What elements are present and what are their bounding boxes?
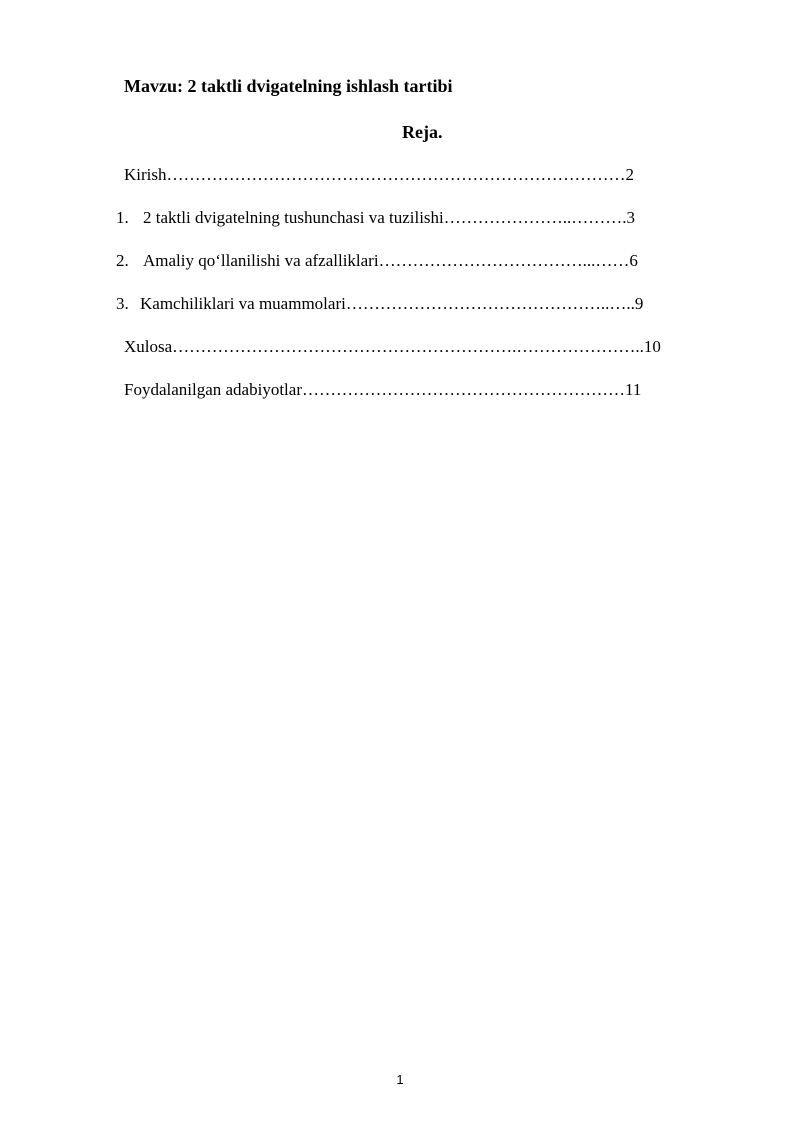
toc-item-text: Kamchiliklari va muammolari………………………………………..…..9 bbox=[140, 294, 644, 313]
document-title: Mavzu: 2 taktli dvigatelning ishlash tartibi bbox=[124, 76, 453, 96]
toc-item-text: Foydalanilgan adabiyotlar…………………………………………………11 bbox=[124, 380, 642, 399]
toc-item-2 bbox=[116, 250, 638, 272]
page-number: 1 bbox=[396, 1072, 404, 1087]
toc-item-number: 3. bbox=[116, 294, 129, 313]
toc-item-text: Kirish………………………………………………………………………2 bbox=[124, 165, 634, 184]
toc-item-number: 1. bbox=[116, 208, 129, 227]
toc-item-conclusion bbox=[124, 336, 661, 358]
toc-item-introduction bbox=[124, 164, 634, 186]
toc-item-text: Xulosa…………………………………………………….…………………..10 bbox=[124, 337, 661, 356]
toc-item-references bbox=[124, 379, 641, 401]
toc-item-text: Amaliy qo‘llanilishi va afzalliklari………………………………...……6 bbox=[143, 251, 638, 270]
toc-item-3 bbox=[116, 293, 643, 315]
toc-item-text: 2 taktli dvigatelning tushunchasi va tuzilishi…………………..……….3 bbox=[143, 208, 636, 227]
toc-item-number: 2. bbox=[116, 251, 129, 270]
toc-item-1 bbox=[116, 207, 635, 229]
plan-heading: Reja. bbox=[402, 122, 443, 142]
